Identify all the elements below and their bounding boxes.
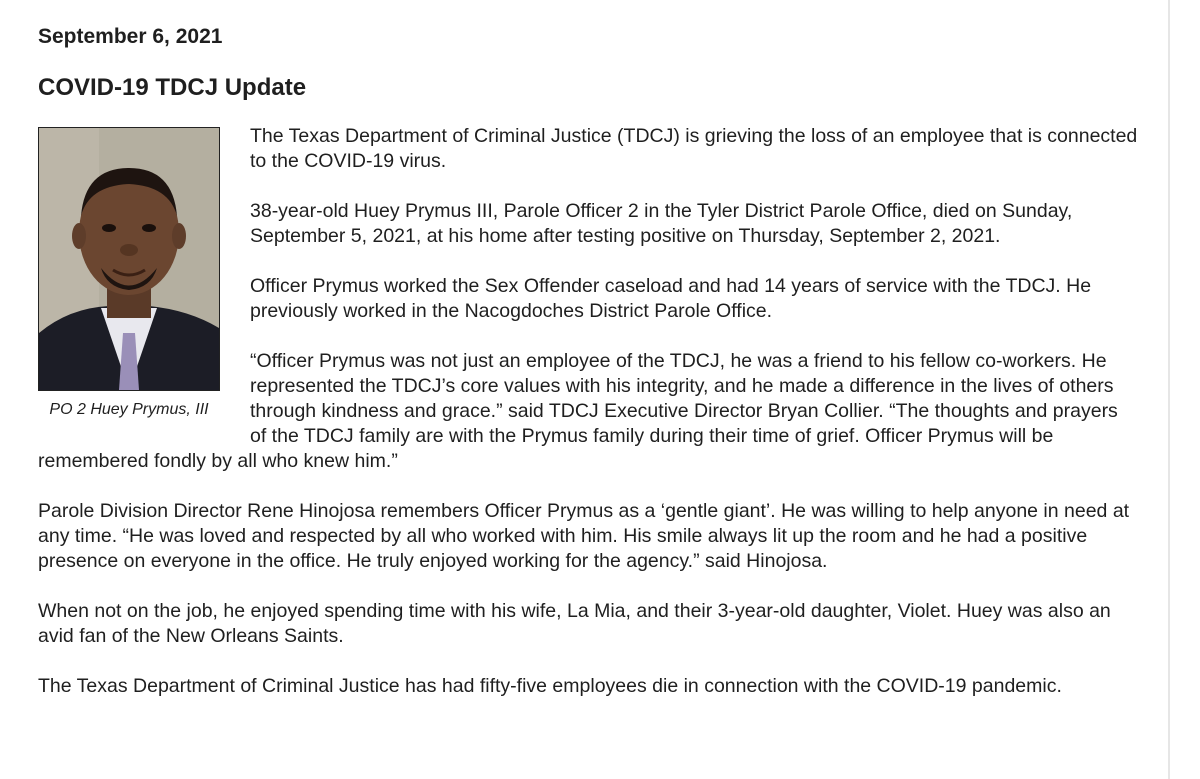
paragraph-death-details: 38-year-old Huey Prymus III, Parole Officer 2 in the Tyler District Parole Office, died on Sunday, September 5, 2021, at his home after testing positive on Thursday, September 2, 2021. xyxy=(250,200,1073,247)
paragraph-service: Officer Prymus worked the Sex Offender caseload and had 14 years of service with the TDCJ. He previously worked in the Nacogdoches District Parole Office. xyxy=(250,275,1092,322)
article xyxy=(38,22,1138,724)
portrait-photo xyxy=(38,127,220,391)
paragraph-parole-director: Parole Division Director Rene Hinojosa remembers Officer Prymus as a ‘gentle giant’. He was willing to help anyone in need at any time. “He was loved and respected by all who worked with him. His smile always lit up the room and he had a positive presence on everyone in the office. He truly enjoyed working for the agency.” said Hinojosa. xyxy=(38,500,1130,572)
paragraph-intro: The Texas Department of Criminal Justice (TDCJ) is grieving the loss of an employee that is connected to the COVID-19 virus. xyxy=(250,125,1138,172)
paragraph-total-losses: The Texas Department of Criminal Justice has had fifty-five employees die in connection with the COVID-19 pandemic. xyxy=(38,675,1062,697)
article-date: September 6, 2021 xyxy=(38,25,223,48)
photo-caption: PO 2 Huey Prymus, III xyxy=(49,401,209,418)
portrait-illustration xyxy=(39,128,219,390)
paragraph-director-quote: “Officer Prymus was not just an employee of the TDCJ, he was a friend to his fellow co-workers. He represented the TDCJ’s core values with his integrity, and he made a difference in the lives of others through kindness and grace.” said TDCJ Executive Director Bryan Collier. “The thoughts and prayers of the TDCJ family are with the Prymus family during their time of grief. Officer Prymus will be remembered fondly by all who knew him.” xyxy=(38,350,1118,472)
page-edge-divider xyxy=(1168,0,1170,779)
article-headline: COVID-19 TDCJ Update xyxy=(38,74,307,101)
paragraph-family: When not on the job, he enjoyed spending time with his wife, La Mia, and their 3-year-old daughter, Violet. Huey was also an avid fan of the New Orleans Saints. xyxy=(38,600,1111,647)
photo-block xyxy=(38,127,238,421)
